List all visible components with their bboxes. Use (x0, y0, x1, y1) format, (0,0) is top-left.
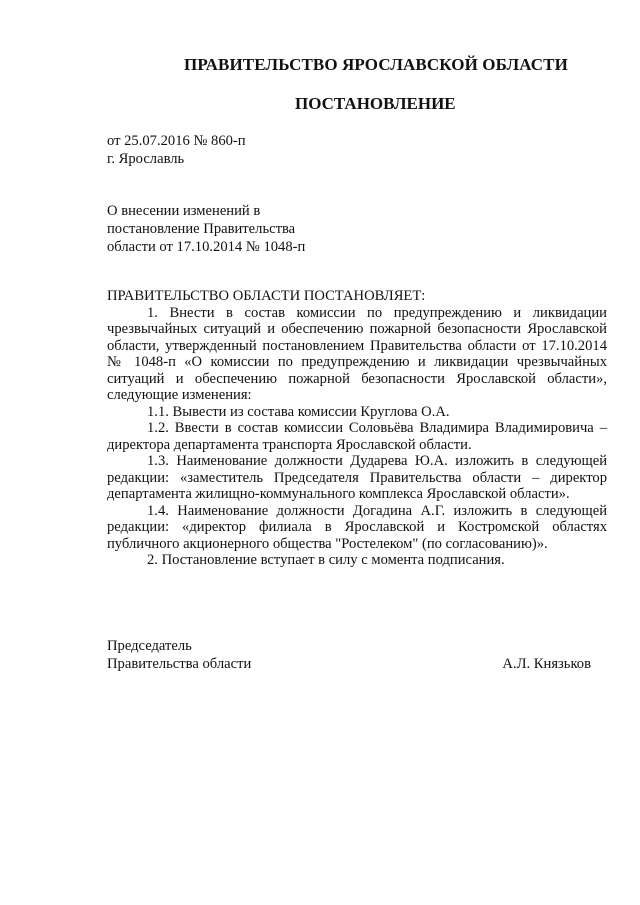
document-type-title: ПОСТАНОВЛЕНИЕ (295, 94, 456, 113)
signer-position-line1: Председатель (107, 638, 192, 654)
date-number: от 25.07.2016 № 860-п (107, 133, 246, 149)
body-paragraph: 1. Внести в состав комиссии по предупреждению и ликвидации чрезвычайных ситуаций и обеспечению пожарной безопасности Ярославской области, утвержденный постановлением Правительства области от 17.10.2014 № 1048-п «О комиссии по предупреждению и ликвидации чрезвычайных ситуаций и обеспечению пожарной безопасности Ярославской области», следующие изменения: (107, 304, 607, 403)
body-paragraph: 1.1. Вывести из состава комиссии Круглова О.А. (147, 403, 450, 420)
body-paragraph: 1.2. Ввести в состав комиссии Соловьёва Владимира Владимировича – директора департамента транспорта Ярославской области. (107, 420, 607, 453)
government-title: ПРАВИТЕЛЬСТВО ЯРОСЛАВСКОЙ ОБЛАСТИ (184, 55, 568, 74)
signer-name: А.Л. Князьков (502, 656, 591, 672)
subject-line: О внесении изменений в (107, 203, 261, 219)
body-paragraph: 2. Постановление вступает в силу с момента подписания. (147, 552, 505, 568)
body-paragraph: 1.3. Наименование должности Дударева Ю.А. изложить в следующей редакции: «заместитель Председателя Правительства области – директор департамента жилищно-коммунального комплекса Ярославской области». (107, 453, 607, 502)
body-paragraph: 1.4. Наименование должности Догадина А.Г. изложить в следующей редакции: «директор филиала в Ярославской и Костромской областях публичного акционерного общества "Ростелеком" (по согласованию)». (107, 502, 607, 552)
subject-line: постановление Правительства (107, 221, 296, 237)
document-meta (107, 132, 246, 168)
signer-position-line2: Правительства области (107, 656, 252, 672)
document-subject (107, 202, 305, 256)
signature-block (107, 637, 591, 673)
document-body (107, 288, 607, 569)
resolution-intro: ПРАВИТЕЛЬСТВО ОБЛАСТИ ПОСТАНОВЛЯЕТ: (107, 288, 426, 304)
city: г. Ярославль (107, 151, 185, 167)
subject-line: области от 17.10.2014 № 1048-п (107, 239, 306, 255)
signature-row (107, 655, 591, 673)
